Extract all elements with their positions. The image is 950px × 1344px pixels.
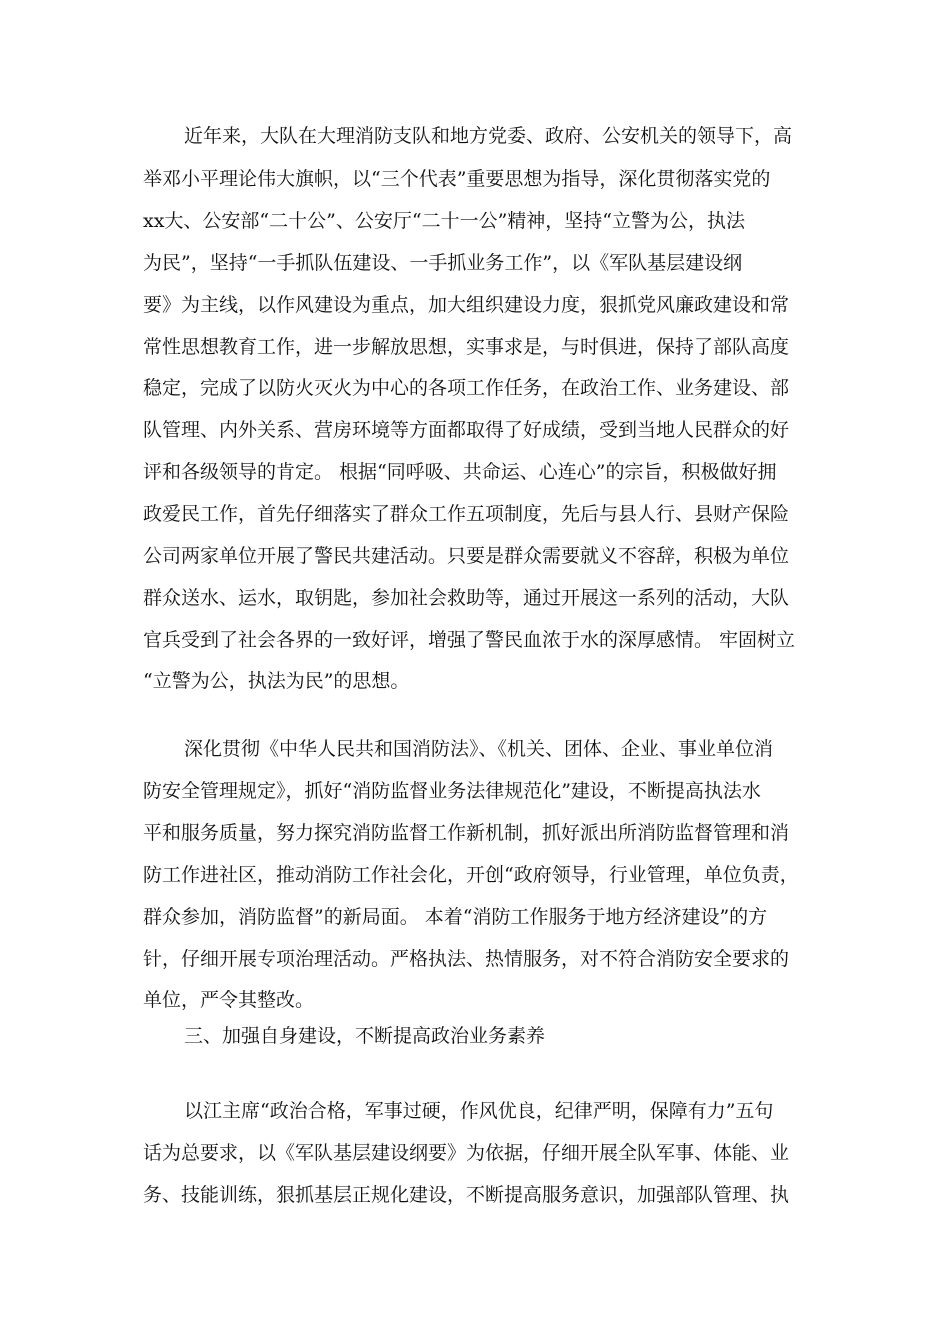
paragraph-2-line: 针，仔细开展专项治理活动。严格执法、热情服务，对不符合消防安全要求的 bbox=[143, 948, 790, 970]
paragraph-3-line: 务、技能训练，狠抓基层正规化建设，不断提高服务意识，加强部队管理、执 bbox=[143, 1184, 790, 1206]
paragraph-1-line: 官兵受到了社会各界的一致好评，增强了警民血浓于水的深厚感情。 牢固树立 bbox=[143, 629, 796, 651]
paragraph-1-line: 群众送水、运水，取钥匙，参加社会救助等，通过开展这一系列的活动，大队 bbox=[143, 587, 790, 609]
section-heading: 三、加强自身建设，不断提高政治业务素养 bbox=[184, 1025, 546, 1047]
paragraph-2-line: 防安全管理规定》，抓好“消防监督业务法律规范化”建设，不断提高执法水 bbox=[143, 780, 761, 802]
paragraph-1-line: 评和各级领导的肯定。 根据“同呼吸、共命运、心连心”的宗旨，积极做好拥 bbox=[143, 461, 777, 483]
document-page bbox=[143, 0, 803, 1344]
paragraph-3-line: 话为总要求，以《军队基层建设纲要》为依据，仔细开展全队军事、体能、业 bbox=[143, 1142, 790, 1164]
paragraph-2-line: 防工作进社区，推动消防工作社会化，开创“政府领导，行业管理，单位负责， bbox=[143, 864, 799, 886]
paragraph-1-line: 稳定，完成了以防火灭火为中心的各项工作任务，在政治工作、业务建设、部 bbox=[143, 377, 790, 399]
paragraph-1-line: 常性思想教育工作，进一步解放思想，实事求是，与时俱进，保持了部队高度 bbox=[143, 336, 790, 358]
paragraph-1-line: 为民”，坚持“一手抓队伍建设、一手抓业务工作”，以《军队基层建设纲 bbox=[143, 252, 743, 274]
paragraph-1-line: 举邓小平理论伟大旗帜，以“三个代表”重要思想为指导，深化贯彻落实党的 bbox=[143, 168, 771, 190]
paragraph-2-line: 深化贯彻《中华人民共和国消防法》、《机关、团体、企业、事业单位消 bbox=[184, 738, 774, 760]
paragraph-1-line: 政爱民工作，首先仔细落实了群众工作五项制度，先后与县人行、县财产保险 bbox=[143, 503, 790, 525]
paragraph-3-line: 以江主席“政治合格，军事过硬，作风优良，纪律严明，保障有力”五句 bbox=[184, 1100, 774, 1122]
paragraph-1-line: “立警为公，执法为民”的思想。 bbox=[143, 670, 410, 692]
paragraph-1-line: 队管理、内外关系、营房环境等方面都取得了好成绩，受到当地人民群众的好 bbox=[143, 419, 790, 441]
paragraph-1-line: xx大、公安部“二十公”、公安厅“二十一公”精神，坚持“立警为公，执法 bbox=[143, 210, 745, 232]
paragraph-2-line: 单位，严令其整改。 bbox=[143, 989, 315, 1011]
paragraph-1-line: 近年来，大队在大理消防支队和地方党委、政府、公安机关的领导下，高 bbox=[184, 125, 793, 147]
paragraph-2-line: 群众参加，消防监督”的新局面。 本着“消防工作服务于地方经济建设”的方 bbox=[143, 906, 768, 928]
paragraph-2-line: 平和服务质量，努力探究消防监督工作新机制，抓好派出所消防监督管理和消 bbox=[143, 822, 790, 844]
paragraph-1-line: 要》为主线，以作风建设为重点，加大组织建设力度，狠抓党风廉政建设和常 bbox=[143, 294, 790, 316]
paragraph-1-line: 公司两家单位开展了警民共建活动。只要是群众需要就义不容辞，积极为单位 bbox=[143, 545, 790, 567]
